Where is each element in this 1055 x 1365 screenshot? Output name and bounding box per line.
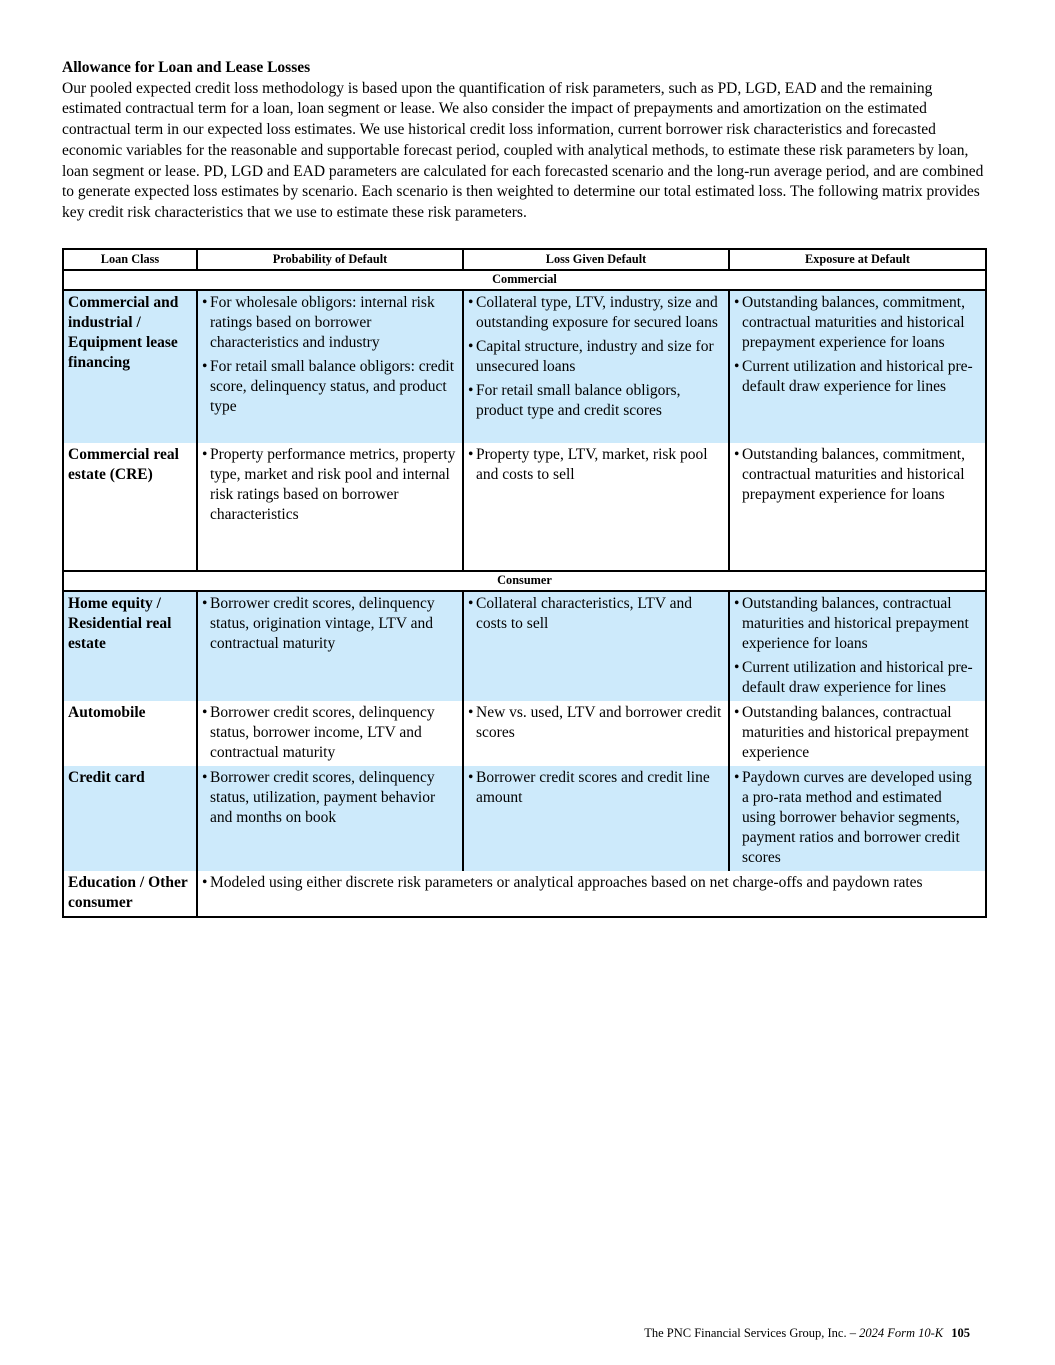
group-row-consumer [63, 571, 986, 591]
bullet-item: • Outstanding balances, commitment, contractual maturities and historical prepayment experience for loans [734, 293, 979, 353]
bullet-item: • For retail small balance obligors, product type and credit scores [468, 381, 722, 421]
header-loan-class: Loan Class [63, 249, 197, 270]
bullet-item: • Property type, LTV, market, risk pool and costs to sell [468, 445, 722, 485]
lgd-cell [463, 766, 729, 871]
lgd-cell [463, 591, 729, 701]
loan-class-cell: Commercial and industrial / Equipment lease financing [63, 290, 197, 443]
ead-cell [729, 591, 986, 701]
lgd-cell [463, 443, 729, 571]
table-row [63, 290, 986, 443]
header-pd: Probability of Default [197, 249, 463, 270]
loan-class-cell: Education / Other consumer [63, 871, 197, 917]
footer-company: The PNC Financial Services Group, Inc. – [644, 1326, 856, 1340]
section-title: Allowance for Loan and Lease Losses [62, 59, 311, 76]
loan-class-cell: Credit card [63, 766, 197, 871]
table-row [63, 591, 986, 701]
section-body: Our pooled expected credit loss methodology is based upon the quantification of risk parameters, such as PD, LGD, EAD and the remaining estimated contractual term for a loan, loan segment or lease. We also consider the impact of prepayments and amortization on the estimated contractual term in our expected loss estimates. We use historical credit loss information, current borrower risk characteristics and forecasted economic variables for the reasonable and supportable forecast period, coupled with analytical methods, to estimate these risk parameters by loan, loan segment or lease. PD, LGD and EAD parameters are calculated for each forecasted scenario and the long-run average period, and are combined to generate expected loss estimates by scenario. Each scenario is then weighted to determine our total estimated loss. The following matrix provides key credit risk characteristics that we use to estimate these risk parameters. [62, 79, 984, 221]
bullet-item: • For wholesale obligors: internal risk ratings based on borrower characteristics and industry [202, 293, 456, 353]
group-row-commercial [63, 270, 986, 290]
bullet-item: • Current utilization and historical pre-default draw experience for lines [734, 658, 979, 698]
group-label: Consumer [63, 571, 986, 591]
bullet-item: • Paydown curves are developed using a pro-rata method and estimated using borrower behavior segments, payment ratios and borrower credit scores [734, 768, 979, 868]
lgd-cell [463, 290, 729, 443]
bullet-item: • Outstanding balances, contractual maturities and historical prepayment experience for loans [734, 594, 979, 654]
ead-cell [729, 766, 986, 871]
ead-cell [729, 701, 986, 766]
bullet-item: • Borrower credit scores, delinquency status, utilization, payment behavior and months on book [202, 768, 456, 828]
bullet-item: • For retail small balance obligors: credit score, delinquency status, and product type [202, 357, 456, 417]
bullet-item: • Property performance metrics, property type, market and risk pool and internal risk ratings based on borrower characteristics [202, 445, 456, 525]
bullet-item: • New vs. used, LTV and borrower credit scores [468, 703, 722, 743]
ead-cell [729, 443, 986, 571]
page-footer [644, 1326, 970, 1341]
bullet-item: • Borrower credit scores, delinquency status, borrower income, LTV and contractual maturity [202, 703, 456, 763]
table-row [63, 443, 986, 571]
credit-risk-matrix [62, 248, 987, 918]
loan-class-cell: Commercial real estate (CRE) [63, 443, 197, 571]
pd-cell [197, 766, 463, 871]
bullet-item: • Borrower credit scores, delinquency status, origination vintage, LTV and contractual maturity [202, 594, 456, 654]
header-ead: Exposure at Default [729, 249, 986, 270]
bullet-item: • Borrower credit scores and credit line amount [468, 768, 722, 808]
bullet-item: • Collateral type, LTV, industry, size and outstanding exposure for secured loans [468, 293, 722, 333]
lgd-cell [463, 701, 729, 766]
group-label: Commercial [63, 270, 986, 290]
loan-class-cell: Automobile [63, 701, 197, 766]
merged-cell [197, 871, 986, 917]
pd-cell [197, 591, 463, 701]
table-row [63, 871, 986, 917]
footer-form: 2024 Form 10-K [859, 1326, 944, 1340]
table-row [63, 766, 986, 871]
pd-cell [197, 443, 463, 571]
loan-class-cell: Home equity / Residential real estate [63, 591, 197, 701]
page-number: 105 [951, 1326, 970, 1340]
ead-cell [729, 290, 986, 443]
header-row [63, 249, 986, 270]
bullet-item: • Current utilization and historical pre-default draw experience for lines [734, 357, 979, 397]
table-row [63, 701, 986, 766]
document-page [62, 58, 985, 918]
pd-cell [197, 701, 463, 766]
pd-cell [197, 290, 463, 443]
bullet-item: • Outstanding balances, contractual maturities and historical prepayment experience [734, 703, 979, 763]
bullet-item: • Collateral characteristics, LTV and costs to sell [468, 594, 722, 634]
header-lgd: Loss Given Default [463, 249, 729, 270]
bullet-item: • Modeled using either discrete risk parameters or analytical approaches based on net charge-offs and paydown rates [202, 873, 979, 893]
bullet-item: • Capital structure, industry and size for unsecured loans [468, 337, 722, 377]
bullet-item: • Outstanding balances, commitment, contractual maturities and historical prepayment experience for loans [734, 445, 979, 505]
